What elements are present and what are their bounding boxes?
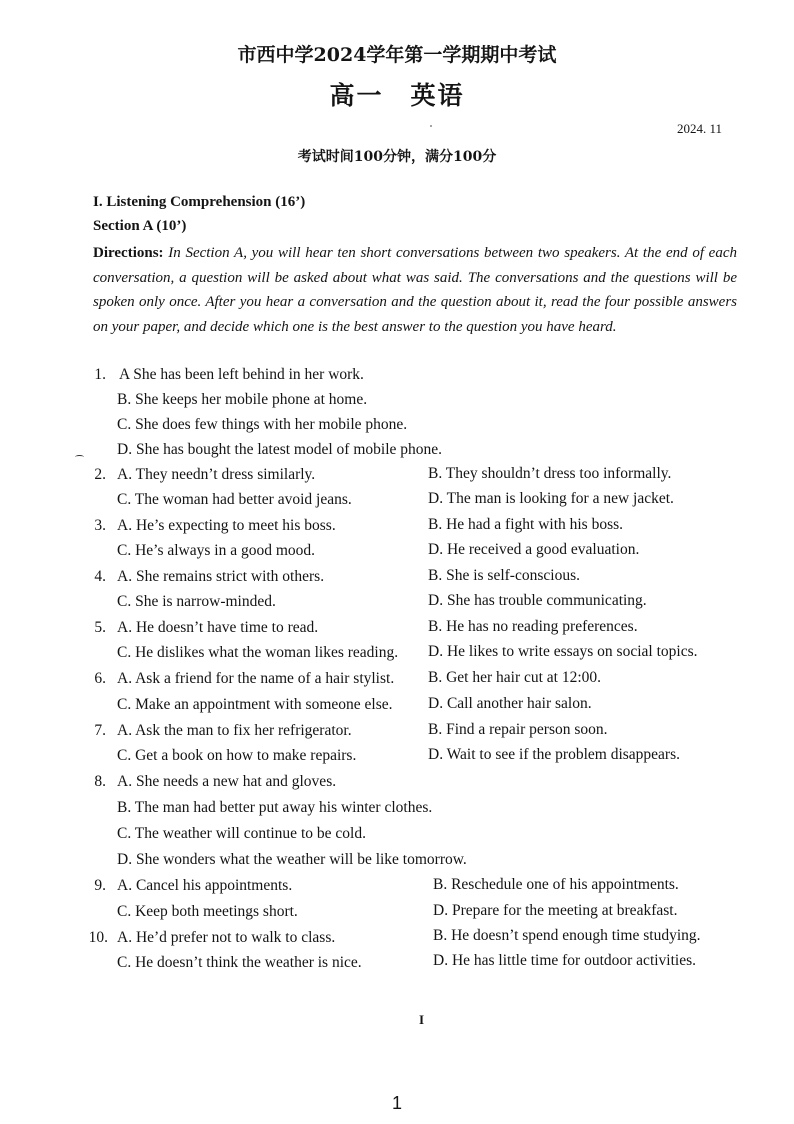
option-c: C. He doesn’t think the weather is nice.: [117, 954, 362, 971]
option-a: A. They needn’t dress similarly.: [117, 466, 316, 483]
option-d: D. He likes to write essays on social topics.: [428, 643, 698, 660]
option-b: B. Find a repair person soon.: [428, 721, 608, 738]
option-b: B. Reschedule one of his appointments.: [433, 876, 679, 893]
option-c: C. The woman had better avoid jeans.: [117, 491, 352, 508]
directions-text: In Section A, you will hear ten short conversations between two speakers. At the end of each conversation, a question will be asked about what was said. The conversations and the questions will be spoken only once. After you hear a conversation and the question about it, read the four possible answers on your paper, and decide which one is the best answer to the question you have heard.: [93, 245, 737, 335]
option-d: D. Wait to see if the problem disappears.: [428, 746, 680, 763]
option-a: A. Cancel his appointments.: [117, 877, 293, 894]
question-number: 10.: [88, 929, 108, 946]
option-a: A. He’d prefer not to walk to class.: [117, 929, 336, 946]
option-b: B. He had a fight with his boss.: [428, 516, 624, 533]
section-sub: Section A (10’): [93, 218, 187, 234]
option-a: A. Ask the man to fix her refrigerator.: [117, 722, 352, 739]
option-b: B. She is self-conscious.: [428, 567, 580, 584]
option-d: D. He received a good evaluation.: [428, 541, 640, 558]
option-c: C. Keep both meetings short.: [117, 903, 298, 920]
directions-label: Directions:: [93, 245, 164, 261]
option-c: C. She does few things with her mobile phone.: [117, 416, 408, 433]
option-c: C. She is narrow-minded.: [117, 593, 276, 610]
page-number: 1: [391, 1093, 402, 1113]
option-b: B. The man had better put away his winter clothes.: [117, 799, 433, 816]
option-b: B. He has no reading preferences.: [428, 618, 638, 635]
question-number: 9.: [94, 877, 106, 894]
question-number: 4.: [94, 568, 106, 585]
question-number: 2.: [94, 466, 106, 483]
question-number: 3.: [94, 517, 106, 534]
question-number: 5.: [94, 619, 106, 636]
option-a: A. He’s expecting to meet his boss.: [117, 517, 336, 534]
section-heading: I. Listening Comprehension (16’): [93, 194, 306, 210]
exam-date: 2024. 11: [676, 121, 722, 136]
option-d: D. She has bought the latest model of mobile phone.: [117, 441, 443, 458]
question-number: 6.: [94, 670, 106, 687]
option-c: C. Get a book on how to make repairs.: [117, 747, 357, 764]
option-b: B. She keeps her mobile phone at home.: [117, 391, 368, 408]
option-b: B. They shouldn’t dress too informally.: [428, 465, 672, 482]
question-number: 1.: [94, 366, 106, 383]
option-c: C. Make an appointment with someone else.: [117, 696, 393, 713]
option-a: A She has been left behind in her work.: [119, 366, 364, 383]
option-c: C. The weather will continue to be cold.: [117, 825, 366, 842]
option-d: D. Call another hair salon.: [428, 695, 592, 712]
exam-info: 考试时间100分钟，满分100分: [297, 149, 497, 165]
option-d: D. Prepare for the meeting at breakfast.: [433, 902, 678, 919]
option-a: A. She remains strict with others.: [117, 568, 325, 585]
scan-mark: [75, 455, 84, 459]
question-number: 8.: [94, 773, 106, 790]
option-c: C. He dislikes what the woman likes reading.: [117, 644, 399, 661]
option-d: D. The man is looking for a new jacket.: [428, 490, 674, 507]
inner-page-mark: I: [419, 1012, 425, 1027]
option-d: D. He has little time for outdoor activities.: [433, 952, 697, 969]
option-b: B. He doesn’t spend enough time studying.: [433, 927, 701, 944]
exam-subject: 高一 英语: [329, 81, 465, 110]
question-number: 7.: [94, 722, 106, 739]
option-a: A. Ask a friend for the name of a hair stylist.: [117, 670, 395, 687]
option-d: D. She wonders what the weather will be like tomorrow.: [117, 851, 467, 868]
option-b: B. Get her hair cut at 12:00.: [428, 669, 602, 686]
scan-dot: [430, 125, 432, 127]
option-a: A. She needs a new hat and gloves.: [117, 773, 337, 790]
option-d: D. She has trouble communicating.: [428, 592, 647, 609]
directions: [93, 241, 737, 339]
option-a: A. He doesn’t have time to read.: [117, 619, 319, 636]
exam-title: 市西中学2024学年第一学期期中考试: [237, 44, 557, 66]
option-c: C. He’s always in a good mood.: [117, 542, 316, 559]
